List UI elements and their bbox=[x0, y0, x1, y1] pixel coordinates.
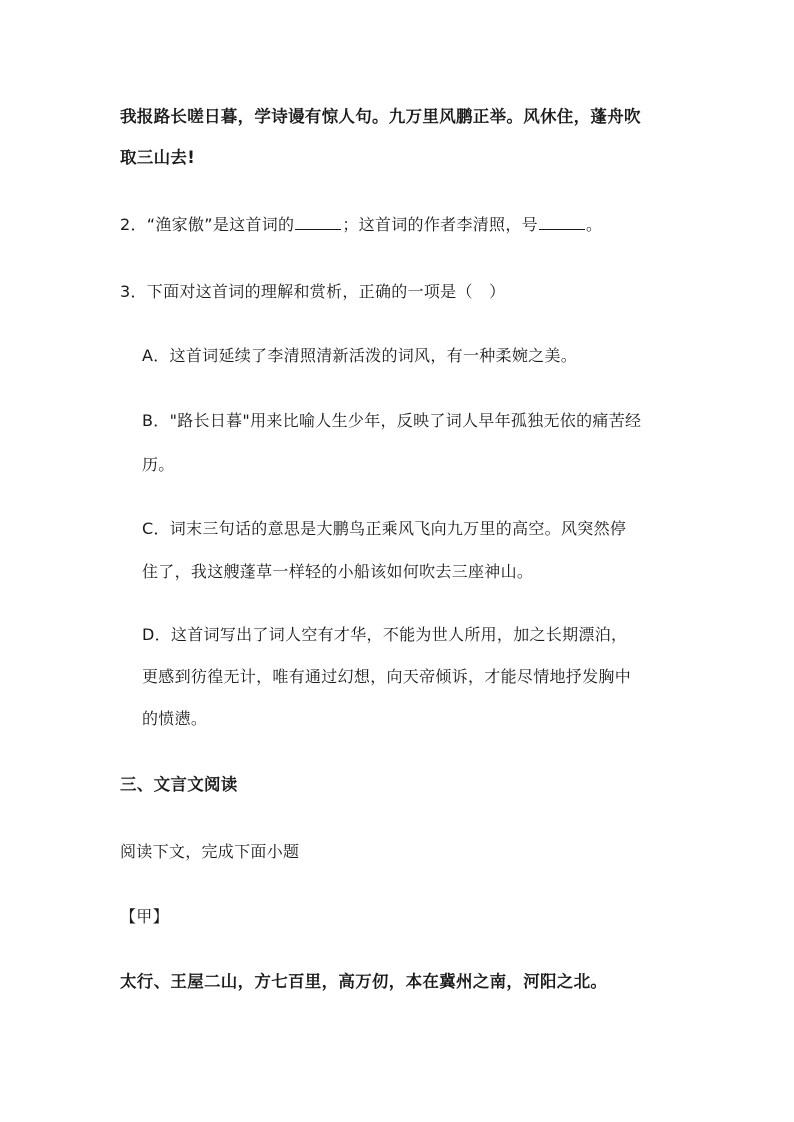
question-2 bbox=[120, 214, 602, 236]
answer-blank-2[interactable] bbox=[539, 215, 585, 230]
question-2-text-3: 。 bbox=[585, 215, 603, 234]
option-c-line-2: 住了，我这艘蓬草一样轻的小船该如何吹去三座神山。 bbox=[142, 562, 534, 581]
section-heading: 三、文言文阅读 bbox=[120, 775, 238, 794]
option-d-line-1: D．这首词写出了词人空有才华，不能为世人所用，加之长期漂泊， bbox=[142, 625, 628, 644]
option-b-line-1: B．"路长日暮"用来比喻人生少年，反映了词人早年孤独无依的痛苦经 bbox=[142, 411, 642, 430]
question-3-stem: 3．下面对这首词的理解和赏析，正确的一项是（ ） bbox=[120, 282, 506, 301]
option-a: A．这首词延续了李清照清新活泼的词风，有一种柔婉之美。 bbox=[142, 346, 578, 365]
option-d-line-2: 更感到彷徨无计，唯有通过幻想，向天帝倾诉，才能尽情地抒发胸中 bbox=[142, 667, 632, 686]
question-2-text-2: ；这首词的作者李清照，号 bbox=[342, 215, 538, 234]
answer-blank-1[interactable] bbox=[295, 215, 341, 230]
option-c-line-1: C．词末三句话的意思是大鹏鸟正乘风飞向九万里的高空。风突然停 bbox=[142, 519, 627, 538]
passage-line-1: 太行、王屋二山，方七百里，高万仞，本在冀州之南，河阳之北。 bbox=[120, 972, 608, 991]
passage-label-jia: 【甲】 bbox=[120, 907, 169, 926]
question-2-text-1: 2．“渔家傲”是这首词的 bbox=[120, 215, 295, 234]
poem-line-2: 取三山去! bbox=[120, 148, 196, 167]
section-instruction: 阅读下文，完成下面小题 bbox=[120, 842, 300, 861]
option-b-line-2: 历。 bbox=[142, 455, 175, 474]
option-d-line-3: 的愤懑。 bbox=[142, 709, 208, 728]
poem-line-1: 我报路长嗟日暮，学诗谩有惊人句。九万里风鹏正举。风休住，蓬舟吹 bbox=[120, 107, 641, 126]
